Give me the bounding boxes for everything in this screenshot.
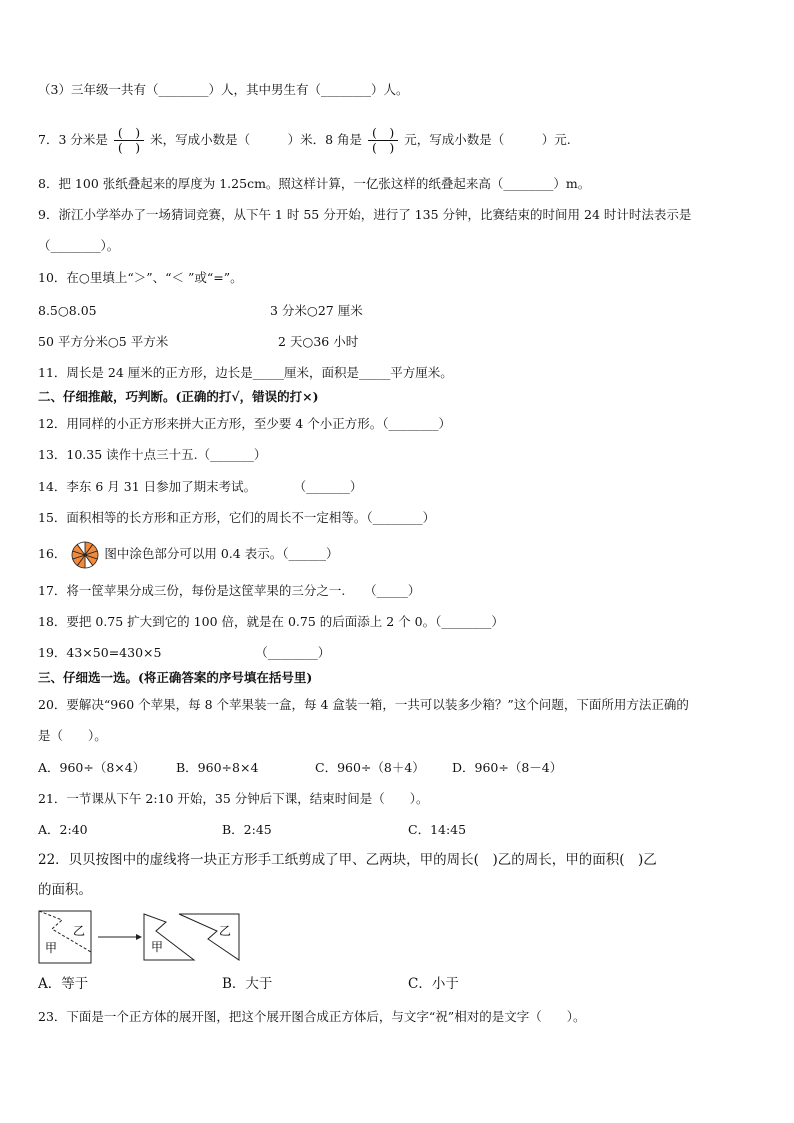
q22-option-b: B．大于: [222, 976, 273, 992]
q10-item-2: 3 分米○27 厘米: [270, 303, 363, 318]
q22-label-yi-1: 乙: [73, 924, 86, 938]
question-20-line1: 20．要解决“960 个苹果，每 8 个苹果装一盒，每 4 盒装一箱，一共可以装多少箱？”这个问题，下面所用方法正确的: [38, 697, 689, 712]
q7-fraction-2-num: ( ): [368, 126, 398, 141]
q21-option-b: B．2:45: [222, 822, 272, 837]
q10-item-4: 2 天○36 小时: [278, 334, 359, 349]
q20-option-c: C．960÷（8＋4）: [315, 760, 425, 775]
q10-item-1: 8.5○8.05: [38, 303, 97, 318]
question-20-line2: 是（ ）。: [38, 728, 107, 743]
question-14: 14．李东 6 月 31 日参加了期末考试。 （_______）: [38, 479, 363, 494]
q22-label-jia-2: 甲: [151, 940, 164, 954]
q7-fraction-2-den: ( ): [372, 140, 395, 155]
section-3-heading: 三、仔细选一选。(将正确答案的序号填在括号里): [38, 670, 313, 685]
q7-lead: 7．3 分米是: [38, 132, 108, 147]
question-22-line2: 的面积。: [38, 882, 92, 898]
question-7: [38, 122, 571, 158]
question-9-line2: （________）。: [38, 238, 120, 253]
q7-fraction-1-num: ( ): [114, 126, 144, 141]
question-11: 11．周长是 24 厘米的正方形，边长是_____厘米，面积是_____平方厘米。: [38, 365, 453, 380]
question-15: 15．面积相等的长方形和正方形，它们的周长不一定相等。（________）: [38, 510, 436, 525]
q20-option-a: A．960÷（8×4）: [38, 760, 146, 775]
question-22-line1: 22．贝贝按图中的虚线将一块正方形手工纸剪成了甲、乙两块，甲的周长( )乙的周长，甲的面积( )乙: [38, 852, 657, 868]
question-8: 8．把 100 张纸叠起来的厚度为 1.25cm。照这样计算，一亿张这样的纸叠起来高（________）m。: [38, 176, 591, 191]
q10-item-3: 50 平方分米○5 平方米: [38, 334, 169, 349]
q6-part3: （3）三年级一共有（________）人，其中男生有（________）人。: [38, 82, 409, 97]
question-21: 21．一节课从下午 2:10 开始，35 分钟后下课，结束时间是（ ）。: [38, 791, 429, 806]
q22-label-yi-2: 乙: [219, 924, 232, 938]
q7-mid: 米，写成小数是（ ）米．8 角是: [150, 132, 363, 147]
question-18: 18．要把 0.75 扩大到它的 100 倍，就是在 0.75 的后面添上 2 个 0。（________）: [38, 614, 504, 629]
question-10-title: 10．在○里填上“＞”、“＜ ”或“=”。: [38, 270, 243, 285]
q16-number: 16．: [38, 546, 67, 561]
q20-option-d: D．960÷（8－4）: [452, 760, 563, 775]
section-2-heading: 二、仔细推敲，巧判断。(正确的打√，错误的打×): [38, 389, 319, 404]
arrow-right-icon: [136, 934, 142, 940]
q20-option-b: B．960÷8×4: [176, 760, 259, 775]
q22-option-a: A．等于: [38, 976, 89, 992]
question-17: 17．将一筐苹果分成三份，每份是这筐苹果的三分之一. （_____）: [38, 583, 421, 598]
q7-fraction-1: [114, 126, 144, 155]
question-12: 12．用同样的小正方形来拼大正方形，至少要 4 个小正方形。（________）: [38, 416, 452, 431]
question-23: 23．下面是一个正方体的展开图，把这个展开图合成正方体后，与文字“祝”相对的是文字（ ）。: [38, 1009, 586, 1024]
q21-option-a: A．2:40: [38, 822, 88, 837]
q22-cut-diagram: [36, 908, 246, 968]
q7-fraction-1-den: ( ): [117, 140, 141, 155]
q22-option-c: C．小于: [408, 976, 459, 992]
question-16: [38, 538, 338, 572]
question-19: 19．43×50=430×5 （________）: [38, 645, 331, 660]
q16-text: 图中涂色部分可以用 0.4 表示。（______）: [104, 546, 339, 561]
q7-tail: 元，写成小数是（ ）元.: [404, 132, 571, 147]
question-13: 13．10.35 读作十点三十五.（_______）: [38, 447, 267, 462]
question-9-line1: 9．浙江小学举办了一场猜词竞赛，从下午 1 时 55 分开始，进行了 135 分钟，比赛结束的时间用 24 时计时法表示是: [38, 207, 692, 222]
q7-fraction-2: [368, 126, 398, 155]
q21-option-c: C．14:45: [408, 822, 467, 837]
q22-label-jia-1: 甲: [45, 941, 58, 955]
pie-shaded-icon: [70, 540, 100, 570]
